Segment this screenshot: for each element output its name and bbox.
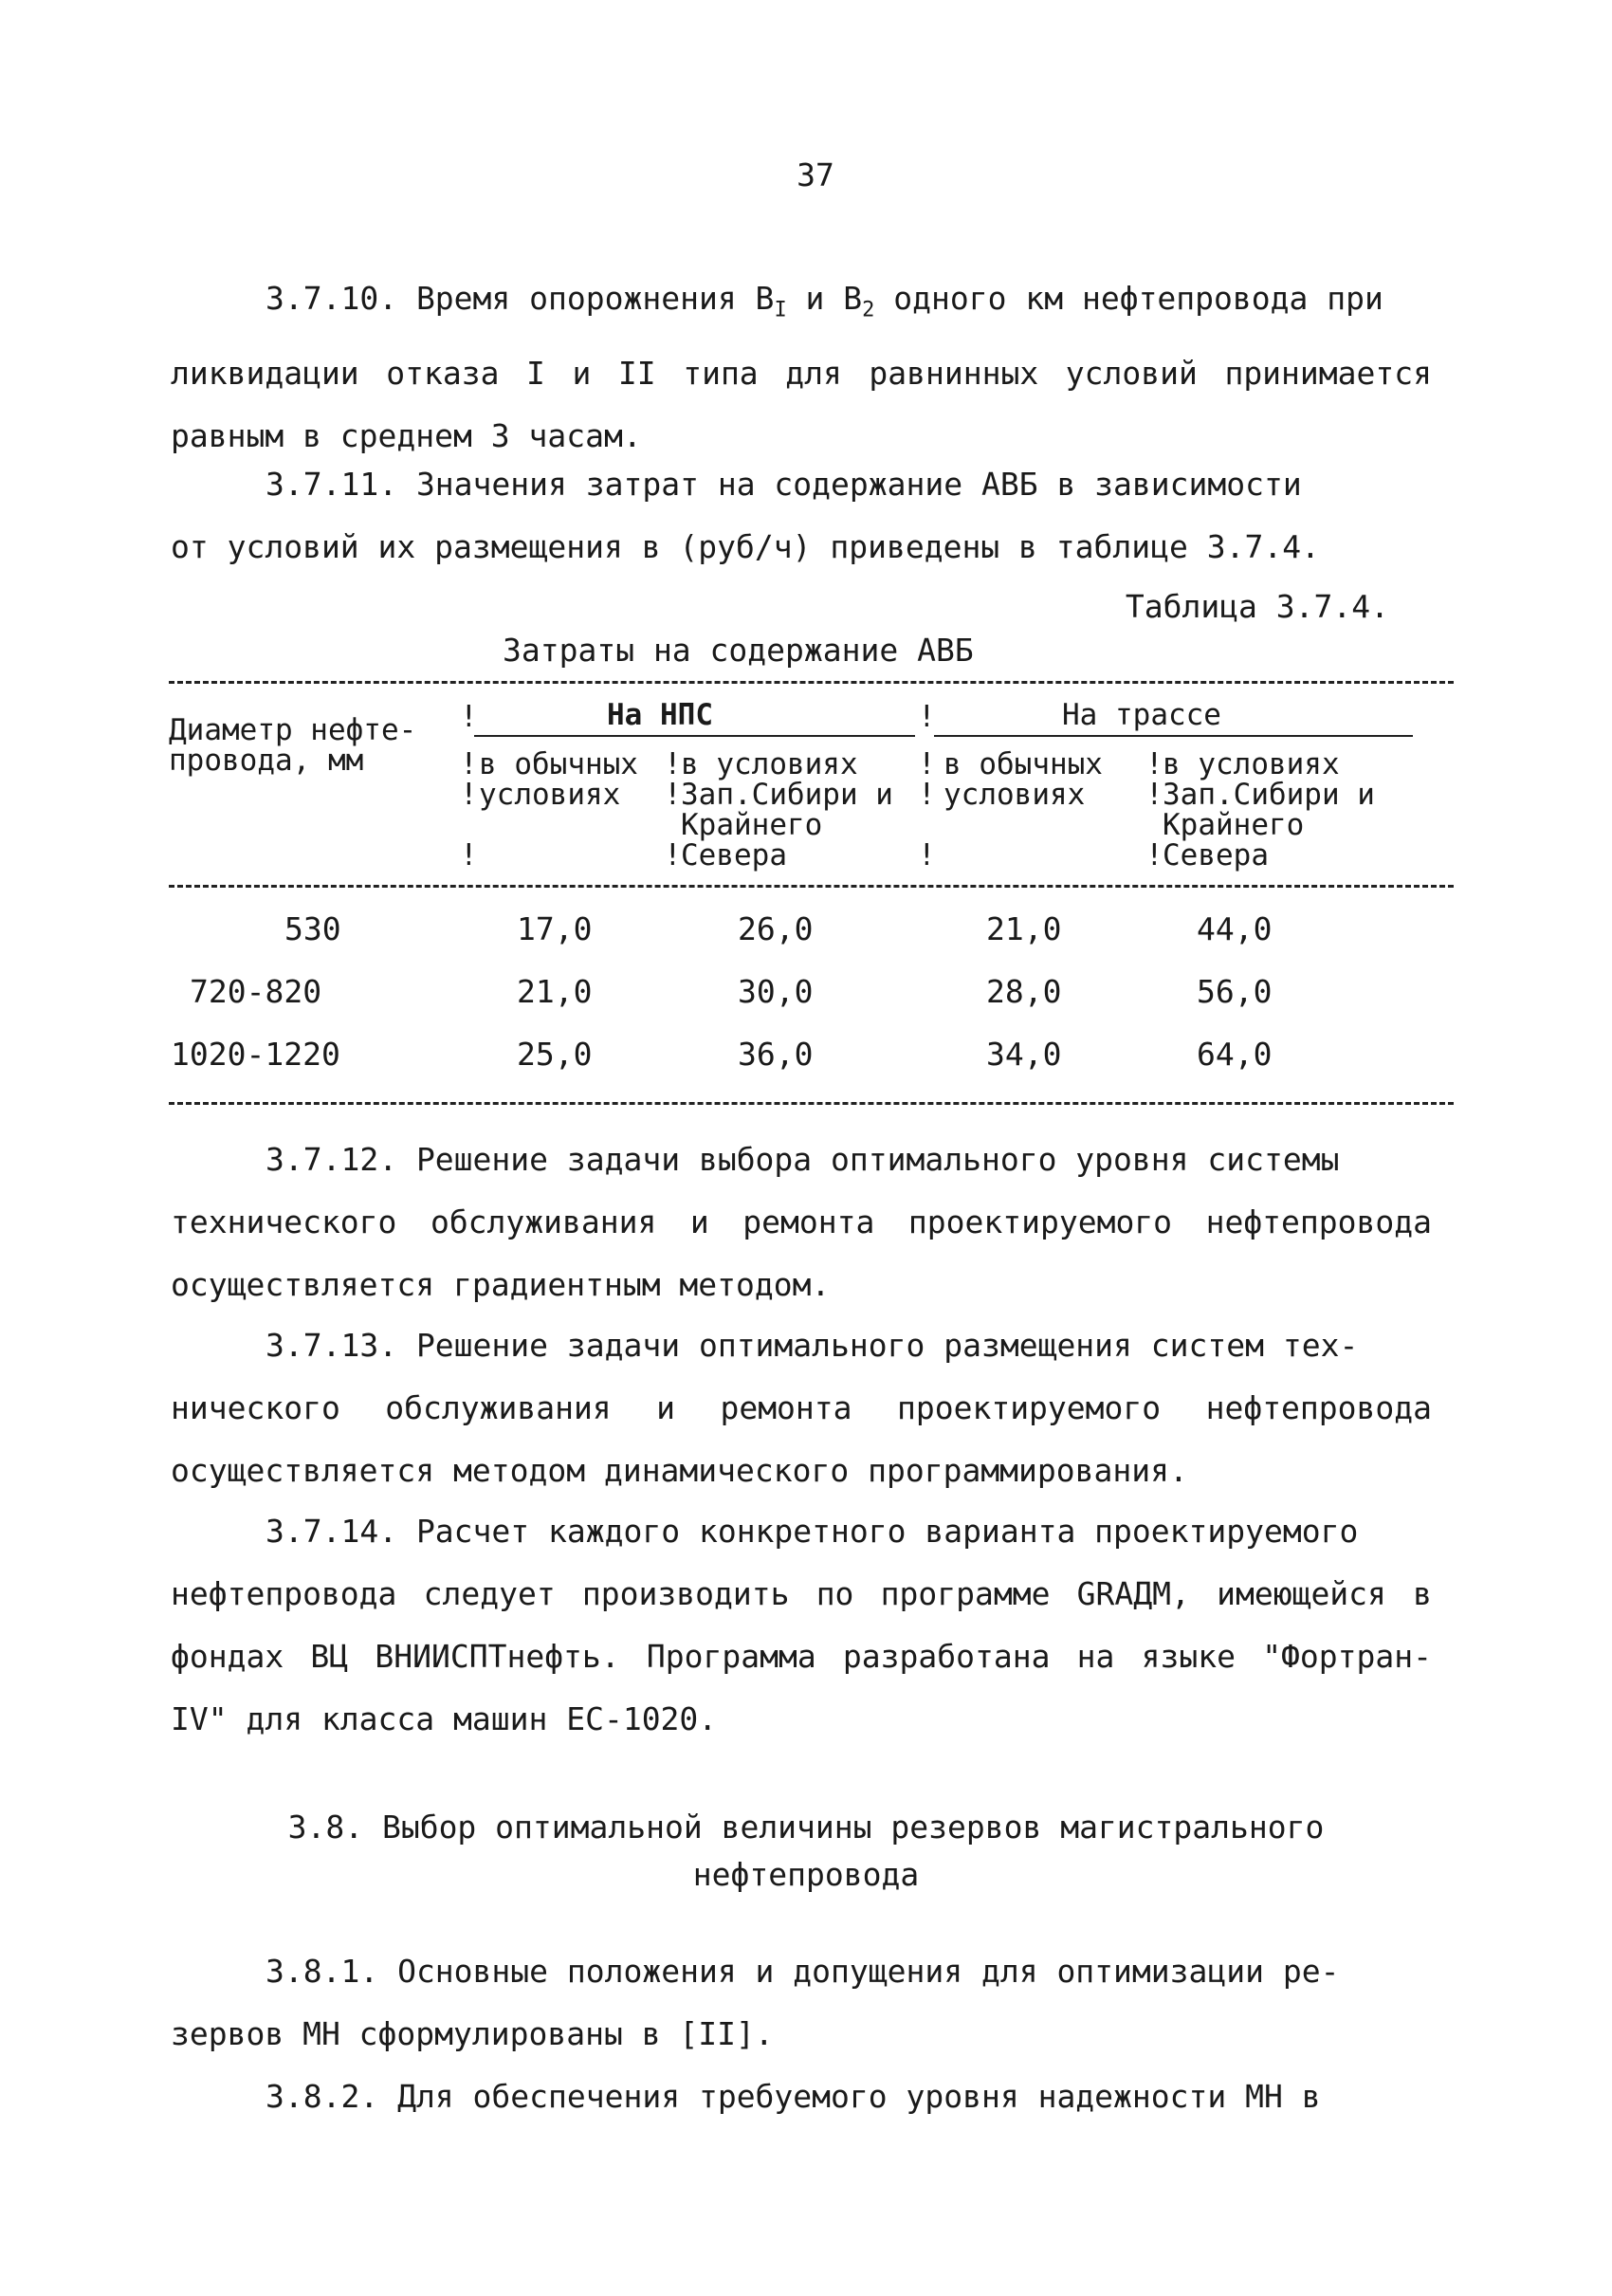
subheader-nps-normal-line1: в обычных — [479, 747, 638, 781]
row-value-trassa-normal: 34,0 — [986, 1036, 1062, 1073]
group-underline-nps — [474, 735, 915, 737]
paragraph-body: технического обслуживания и ремонта проектируемого нефтепровода осуществляется градиентным методом. — [171, 1203, 1432, 1303]
subheader-nps-special-line3: Крайнего — [681, 808, 823, 842]
subheader-nps-special-line1: в условиях — [681, 747, 858, 781]
header-group-nps: На НПС — [607, 698, 713, 732]
text-run: одного км нефтепровода при — [874, 280, 1383, 317]
subheader-trassa-special-line3: Крайнего — [1163, 808, 1305, 842]
table-header-border — [169, 885, 1454, 888]
row-value-trassa-normal: 21,0 — [986, 910, 1062, 947]
paragraph-first-line: 3.7.12. Решение задачи выбора оптимального уровня системы — [266, 1141, 1340, 1178]
table-title: Затраты на содержание АВБ — [503, 632, 974, 669]
row-value-trassa-special: 44,0 — [1197, 910, 1273, 947]
paragraph-first-line — [171, 267, 1432, 342]
col-separator: ! — [664, 838, 682, 872]
section-heading-3-8 — [0, 1804, 1612, 1899]
subheader-trassa-special-line1: в условиях — [1163, 747, 1340, 781]
paragraph-3-7-12 — [171, 1129, 1432, 1316]
col-separator: ! — [460, 747, 478, 781]
col-separator: ! — [460, 778, 478, 812]
subheader-trassa-special-line2: Зап.Сибири и — [1163, 778, 1375, 812]
col-separator: ! — [664, 747, 682, 781]
row-diameter: 720-820 — [190, 973, 322, 1010]
section-heading-line2: нефтепровода — [692, 1856, 920, 1893]
row-value-nps-normal: 17,0 — [517, 910, 593, 947]
row-value-nps-normal: 25,0 — [517, 1036, 593, 1073]
col-separator: ! — [1145, 747, 1163, 781]
col-separator: ! — [1145, 778, 1163, 812]
section-heading-line1: 3.8. Выбор оптимальной величины резервов магистрального — [287, 1809, 1325, 1846]
page-number: 37 — [797, 156, 834, 193]
subscript: I — [774, 298, 787, 322]
header-group-trassa: На трассе — [1062, 698, 1221, 732]
col-separator: ! — [918, 747, 936, 781]
row-diameter: 1020-1220 — [171, 1036, 340, 1073]
header-diameter-line1: Диаметр нефте- — [169, 713, 417, 747]
table-bottom-border — [169, 1102, 1454, 1105]
subscript: 2 — [862, 298, 875, 322]
col-separator: ! — [460, 700, 478, 734]
col-separator: ! — [1145, 838, 1163, 872]
paragraph-first-line: 3.7.14. Расчет каждого конкретного варианта проектируемого — [266, 1513, 1359, 1550]
row-value-trassa-normal: 28,0 — [986, 973, 1062, 1010]
paragraph-3-8-2 — [171, 2066, 1432, 2128]
row-value-nps-special: 36,0 — [738, 1036, 814, 1073]
row-value-nps-normal: 21,0 — [517, 973, 593, 1010]
text-run: 3.7.10. Время опорожнения B — [266, 280, 775, 317]
paragraph-body: ликвидации отказа I и II типа для равнинных условий принимается равным в среднем 3 часам. — [171, 354, 1432, 454]
paragraph-body: от условий их размещения в (руб/ч) приведены в таблице 3.7.4. — [171, 528, 1320, 565]
subheader-trassa-special-line4: Севера — [1163, 838, 1269, 872]
col-separator: ! — [664, 778, 682, 812]
table-top-border — [169, 681, 1454, 684]
header-diameter-line2: провода, мм — [169, 744, 364, 778]
col-separator: ! — [918, 778, 936, 812]
subheader-nps-special-line4: Севера — [681, 838, 787, 872]
paragraph-first-line: 3.8.1. Основные положения и допущения для оптимизации ре- — [266, 1953, 1340, 1990]
paragraph-3-7-13 — [171, 1314, 1432, 1502]
subheader-trassa-normal-line1: в обычных — [943, 747, 1103, 781]
paragraph-3-8-1 — [171, 1940, 1432, 2066]
paragraph-first-line: 3.7.13. Решение задачи оптимального размещения систем тех- — [266, 1327, 1359, 1364]
paragraph-first-line: 3.7.11. Значения затрат на содержание АВБ в зависимости — [266, 466, 1302, 503]
paragraph-3-7-11 — [171, 453, 1432, 579]
subheader-nps-special-line2: Зап.Сибири и — [681, 778, 893, 812]
paragraph-body: зервов МН сформулированы в [II]. — [171, 2015, 774, 2052]
text-run: и B — [786, 280, 863, 317]
paragraph-3-7-14 — [171, 1500, 1432, 1751]
row-value-trassa-special: 64,0 — [1197, 1036, 1273, 1073]
col-separator: ! — [918, 700, 936, 734]
col-separator: ! — [918, 838, 936, 872]
paragraph-body: нического обслуживания и ремонта проектируемого нефтепровода осуществляется методом динамического программирования. — [171, 1389, 1432, 1489]
subheader-trassa-normal-line2: условиях — [943, 778, 1086, 812]
subheader-nps-normal-line2: условиях — [479, 778, 621, 812]
table-caption: Таблица 3.7.4. — [1125, 588, 1389, 625]
paragraph-3-7-10 — [171, 267, 1432, 468]
row-diameter: 530 — [284, 910, 341, 947]
row-value-nps-special: 30,0 — [738, 973, 814, 1010]
group-underline-trassa — [934, 735, 1413, 737]
row-value-nps-special: 26,0 — [738, 910, 814, 947]
paragraph-body: нефтепровода следует производить по программе GRАДМ, имеющейся в фондах ВЦ ВНИИСПТнефть. Программа разработана на языке "Фортран-IV" для класса машин ЕС-1020. — [171, 1575, 1432, 1737]
col-separator: ! — [460, 838, 478, 872]
paragraph-first-line: 3.8.2. Для обеспечения требуемого уровня надежности МН в — [266, 2078, 1321, 2115]
row-value-trassa-special: 56,0 — [1197, 973, 1273, 1010]
